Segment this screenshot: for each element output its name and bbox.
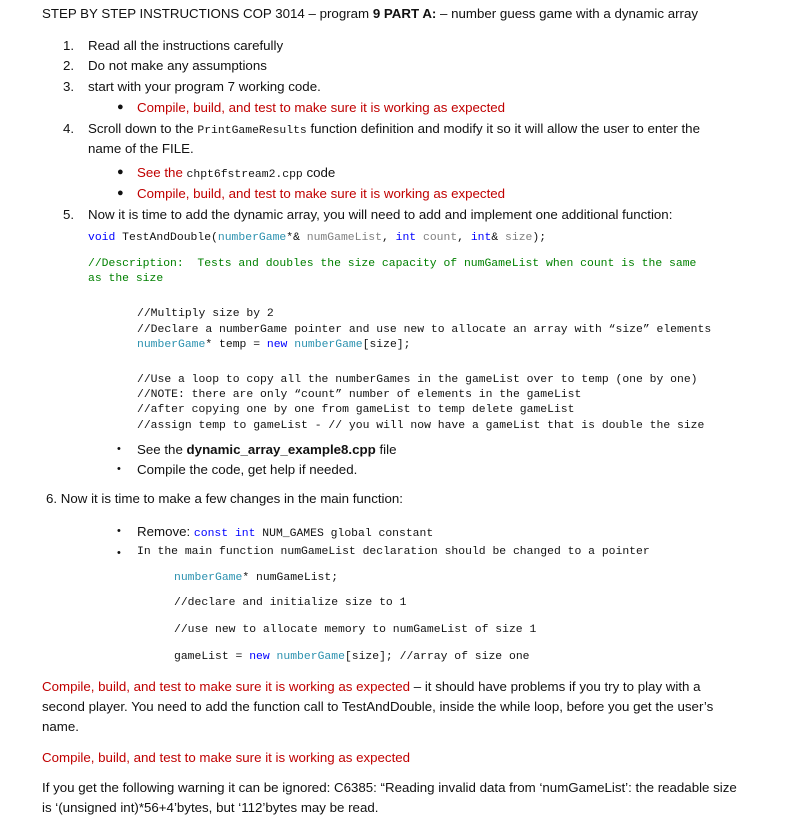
step-5-bullet-1: See the dynamic_array_example8.cpp file [137, 442, 397, 457]
code-comment-size: //declare and initialize size to 1 [174, 597, 407, 609]
code-description-line1: //Description: Tests and doubles the size capacity of numGameList when count is the same [88, 258, 697, 270]
step-5-text: Now it is time to add the dynamic array, you will need to add and implement one additional function: [88, 207, 673, 222]
step-1-number: 1. [63, 38, 75, 53]
bullet-icon: • [117, 547, 121, 559]
document-title: STEP BY STEP INSTRUCTIONS COP 3014 – program 9 PART A: – number guess game with a dynamic array [42, 6, 698, 21]
bullet-icon: • [117, 525, 121, 537]
step-5-bullet-2: Compile the code, get help if needed. [137, 462, 358, 477]
code-line-temp: numberGame* temp = new numberGame[size]; [137, 339, 411, 351]
step-6-bullet-2: In the main function numGameList declaration should be changed to a pointer [137, 546, 650, 558]
code-comment-assign: //assign temp to gameList - // you will now have a gameList that is double the size [137, 420, 705, 432]
code-comment-multiply: //Multiply size by 2 [137, 308, 274, 320]
step-6-bullet-1: Remove: const int NUM_GAMES global constant [137, 524, 434, 540]
step-4-text: Scroll down to the PrintGameResults function definition and modify it so it will allow the user to enter the [88, 121, 700, 137]
code-gamelist-new: gameList = new numberGame[size]; //array of size one [174, 651, 530, 663]
footer-paragraph-2: Compile, build, and test to make sure it is working as expected [42, 750, 411, 765]
step-5-number: 5. [63, 207, 75, 222]
step-2-text: Do not make any assumptions [88, 58, 267, 73]
bullet-icon: • [117, 463, 121, 475]
step-3-bullet: Compile, build, and test to make sure it is working as expected [137, 100, 506, 115]
bullet-icon: ● [117, 187, 124, 199]
footer-paragraph-1: Compile, build, and test to make sure it is working as expected – it should have problems if you try to play with a [42, 679, 701, 694]
bullet-icon: ● [117, 101, 124, 113]
footer-paragraph-1-line3: name. [42, 719, 79, 734]
code-function-signature: void TestAndDouble(numberGame*& numGameList, int count, int& size); [88, 232, 547, 244]
step-4-bullet-1: See the chpt6fstream2.cpp code [137, 165, 336, 181]
step-4-number: 4. [63, 121, 75, 136]
bullet-icon: • [117, 443, 121, 455]
code-comment-declare: //Declare a numberGame pointer and use new to allocate an array with “size” elements [137, 324, 712, 336]
step-4-text-line2: name of the FILE. [88, 141, 194, 156]
footer-paragraph-1-line2: second player. You need to add the function call to TestAndDouble, inside the while loop, before you get the user’s [42, 699, 714, 714]
step-1-text: Read all the instructions carefully [88, 38, 284, 53]
step-4-bullet-2: Compile, build, and test to make sure it is working as expected [137, 186, 506, 201]
code-comment-note: //NOTE: there are only “count” number of elements in the gameList [137, 389, 582, 401]
step-2-number: 2. [63, 58, 75, 73]
code-description-line2: as the size [88, 273, 164, 285]
step-3-text: start with your program 7 working code. [88, 79, 321, 94]
step-3-number: 3. [63, 79, 75, 94]
bullet-icon: ● [117, 166, 124, 178]
step-6-heading: 6. Now it is time to make a few changes in the main function: [46, 491, 403, 506]
code-comment-new: //use new to allocate memory to numGameList of size 1 [174, 624, 537, 636]
code-comment-delete: //after copying one by one from gameList to temp delete gameList [137, 404, 575, 416]
footer-paragraph-3-line2: is ‘(unsigned int)*56+4’bytes, but ‘112’bytes may be read. [42, 800, 379, 815]
code-comment-loop: //Use a loop to copy all the numberGames in the gameList over to temp (one by one) [137, 374, 698, 386]
footer-paragraph-3: If you get the following warning it can be ignored: C6385: “Reading invalid data from ‘numGameList’: the readable size [42, 780, 737, 795]
code-numgamelist-decl: numberGame* numGameList; [174, 572, 339, 584]
